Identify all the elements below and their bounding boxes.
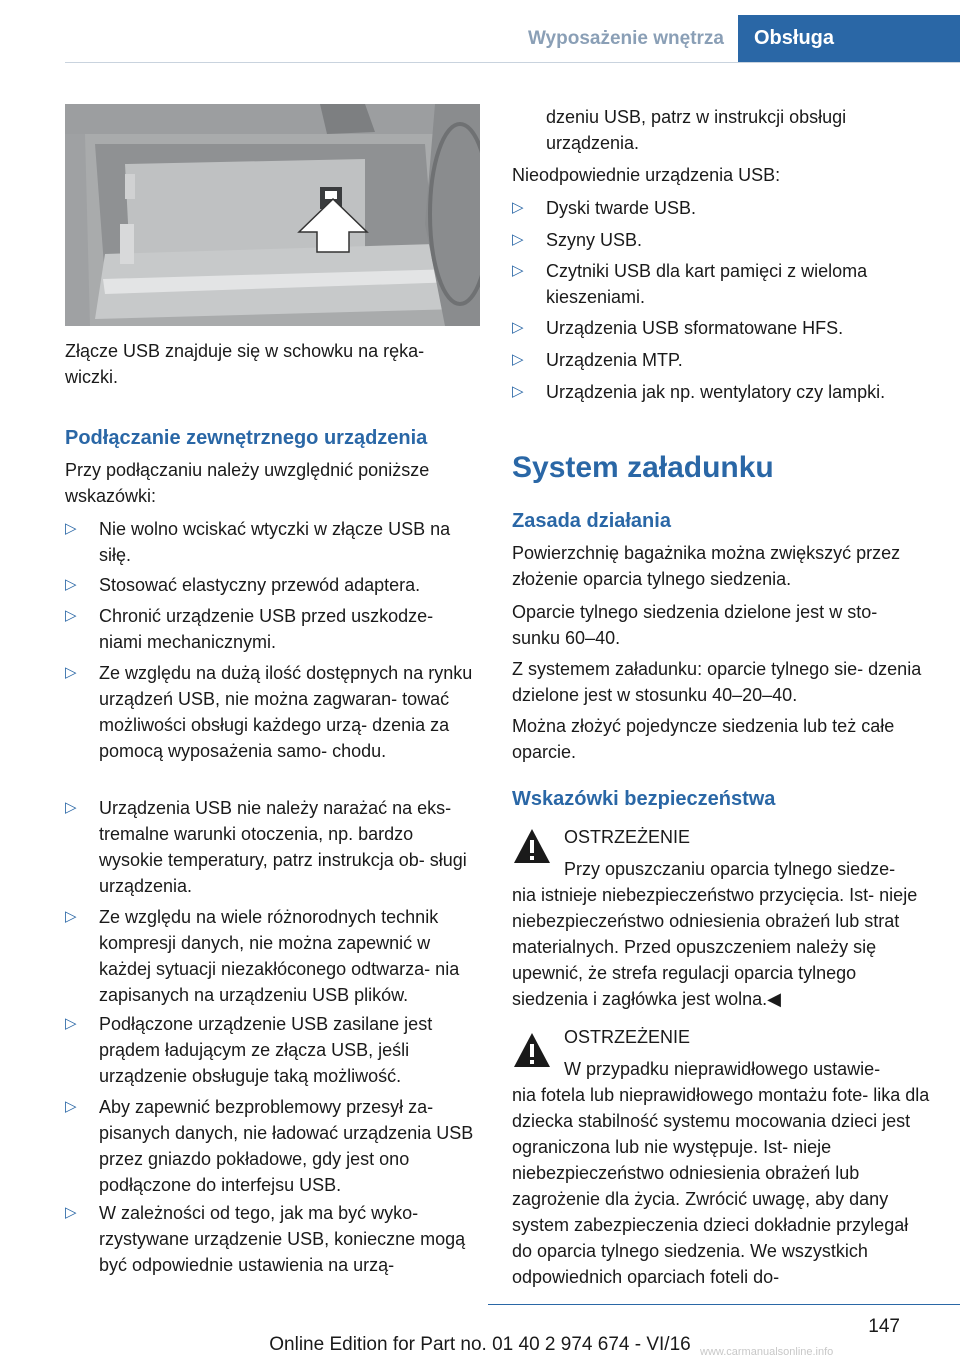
bullet-triangle-icon: ▷ bbox=[65, 1204, 77, 1221]
principle-paragraph: Powierzchnię bagażnika można zwiększyć przez złożenie oparcia tylnego siedzenia. bbox=[512, 543, 901, 589]
footer-divider bbox=[488, 1304, 960, 1305]
warning-triangle-icon bbox=[512, 1030, 552, 1070]
bullet-triangle-icon: ▷ bbox=[65, 664, 77, 681]
connect-device-heading: Podłączanie zewnętrznego urządzenia bbox=[65, 427, 428, 449]
warning-text: nia istnieje niebezpieczeństwo przycięcia. Ist- nieje niebezpieczeństwo odniesienia obrażeń lub strat materialnych. Przed opuszczeniem należy się upewnić, że strefa regulacji oparcia tylnego siedzenia i zagłówka jest wolna.◀ bbox=[512, 885, 918, 1009]
unsuitable-heading: Nieodpowiednie urządzenia USB: bbox=[512, 165, 781, 185]
header-divider bbox=[65, 62, 960, 63]
bullet-triangle-icon: ▷ bbox=[512, 231, 524, 248]
page-number: 147 bbox=[868, 1316, 900, 1337]
bullet-triangle-icon: ▷ bbox=[512, 262, 524, 279]
bullet-triangle-icon: ▷ bbox=[512, 351, 524, 368]
list-item: ▷ Urządzenia USB sformatowane HFS. bbox=[512, 315, 928, 341]
warning-triangle-icon bbox=[512, 826, 552, 866]
bullet-triangle-icon: ▷ bbox=[65, 799, 77, 816]
warning-label: OSTRZEŻENIE bbox=[564, 827, 691, 847]
list-item: ▷ Dyski twarde USB. bbox=[512, 195, 928, 221]
list-item: ▷ Ze względu na wiele różnorodnych technik kompresji danych, nie można zapewnić w każdej sytuacji niezakłóconego odtwarza- nia zapisanych na urządzeniu USB plików. bbox=[65, 904, 480, 1008]
list-item: ▷ Nie wolno wciskać wtyczki w złącze USB na siłę. bbox=[65, 516, 480, 568]
edition-footer: Online Edition for Part no. 01 40 2 974 674 - VI/16 bbox=[269, 1334, 691, 1355]
principle-heading: Zasada działania bbox=[512, 510, 671, 532]
warning-text: nia fotela lub nieprawidłowego montażu fote- lika dla dziecka stabilność systemu mocowania dzieci jest ograniczona lub nie występuje. Ist- nieje niebezpieczeństwo odniesienia obrażeń lub zagrożenie dla życia. Zwrócić uwagę, aby dany system zabezpieczenia dzieci dokładnie przylegał do oparcia tylnego siedzenia. We wszystkich odpowiednich oparciach foteli do- bbox=[512, 1085, 930, 1287]
glovebox-usb-photo bbox=[65, 104, 480, 326]
connect-device-intro: Przy podłączaniu należy uwzględnić poniższe wskazówki: bbox=[65, 460, 430, 506]
principle-paragraph: Oparcie tylnego siedzenia dzielone jest w sto- sunku 60–40. bbox=[512, 602, 878, 648]
photo-caption: Złącze USB znajduje się w schowku na ręka- wiczki. bbox=[65, 341, 425, 387]
section-title: System załadunku bbox=[512, 451, 774, 484]
list-item: ▷ Szyny USB. bbox=[512, 227, 928, 253]
bullet-triangle-icon: ▷ bbox=[512, 199, 524, 216]
glovebox-illustration bbox=[65, 104, 480, 326]
bullet-triangle-icon: ▷ bbox=[65, 908, 77, 925]
list-item: ▷ Urządzenia jak np. wentylatory czy lampki. bbox=[512, 379, 928, 405]
list-item: ▷ Urządzenia MTP. bbox=[512, 347, 928, 373]
bullet-triangle-icon: ▷ bbox=[65, 1015, 77, 1032]
watermark: www.carmanualsonline.info bbox=[700, 1346, 834, 1358]
bullet-triangle-icon: ▷ bbox=[65, 607, 77, 624]
warning-label: OSTRZEŻENIE bbox=[564, 1027, 691, 1047]
bullet-triangle-icon: ▷ bbox=[65, 1098, 77, 1115]
list-item: ▷ Chronić urządzenie USB przed uszkodze- niami mechanicznymi. bbox=[65, 603, 480, 655]
list-item: ▷ W zależności od tego, jak ma być wyko- rzystywane urządzenie USB, konieczne mogą być odpowiednie ustawienia na urzą- bbox=[65, 1200, 480, 1278]
bullet-triangle-icon: ▷ bbox=[512, 319, 524, 336]
warning-text-first-line: W przypadku nieprawidłowego ustawie- bbox=[564, 1059, 881, 1079]
bullet-triangle-icon: ▷ bbox=[512, 383, 524, 400]
bullet-triangle-icon: ▷ bbox=[65, 576, 77, 593]
bullet-triangle-icon: ▷ bbox=[65, 520, 77, 537]
list-item: ▷ Aby zapewnić bezproblemowy przesył za- pisanych danych, nie ładować urządzenia USB przez gniazdo pokładowe, gdy jest ono podłączone do interfejsu USB. bbox=[65, 1094, 480, 1198]
list-item: ▷ Ze względu na dużą ilość dostępnych na rynku urządzeń USB, nie można zagwaran- tować możliwości obsługi każdego urzą- dzenia za pomocą wyposażenia samo- chodu. bbox=[65, 660, 480, 764]
continued-text: dzeniu USB, patrz w instrukcji obsługi urządzenia. bbox=[546, 107, 847, 153]
list-item: ▷ Czytniki USB dla kart pamięci z wieloma kieszeniami. bbox=[512, 258, 928, 310]
header-chapter-tab: Obsługa bbox=[738, 15, 960, 62]
safety-heading: Wskazówki bezpieczeństwa bbox=[512, 788, 776, 810]
header-section-title: Wyposażenie wnętrza bbox=[527, 28, 724, 49]
warning-text-first-line: Przy opuszczaniu oparcia tylnego siedze- bbox=[564, 859, 896, 879]
principle-paragraph: Z systemem załadunku: oparcie tylnego sie- dzenia dzielone jest w stosunku 40–20–40. bbox=[512, 659, 922, 705]
list-item: ▷ Stosować elastyczny przewód adaptera. bbox=[65, 572, 480, 598]
list-item: ▷ Urządzenia USB nie należy narażać na eks- tremalne warunki otoczenia, np. bardzo wysokie temperatury, patrz instrukcja ob- sługi urządzenia. bbox=[65, 795, 480, 899]
principle-paragraph: Można złożyć pojedyncze siedzenia lub też całe oparcie. bbox=[512, 716, 895, 762]
list-item: ▷ Podłączone urządzenie USB zasilane jest prądem ładującym ze złącza USB, jeśli urządzenie obsługuje taką możliwość. bbox=[65, 1011, 480, 1089]
